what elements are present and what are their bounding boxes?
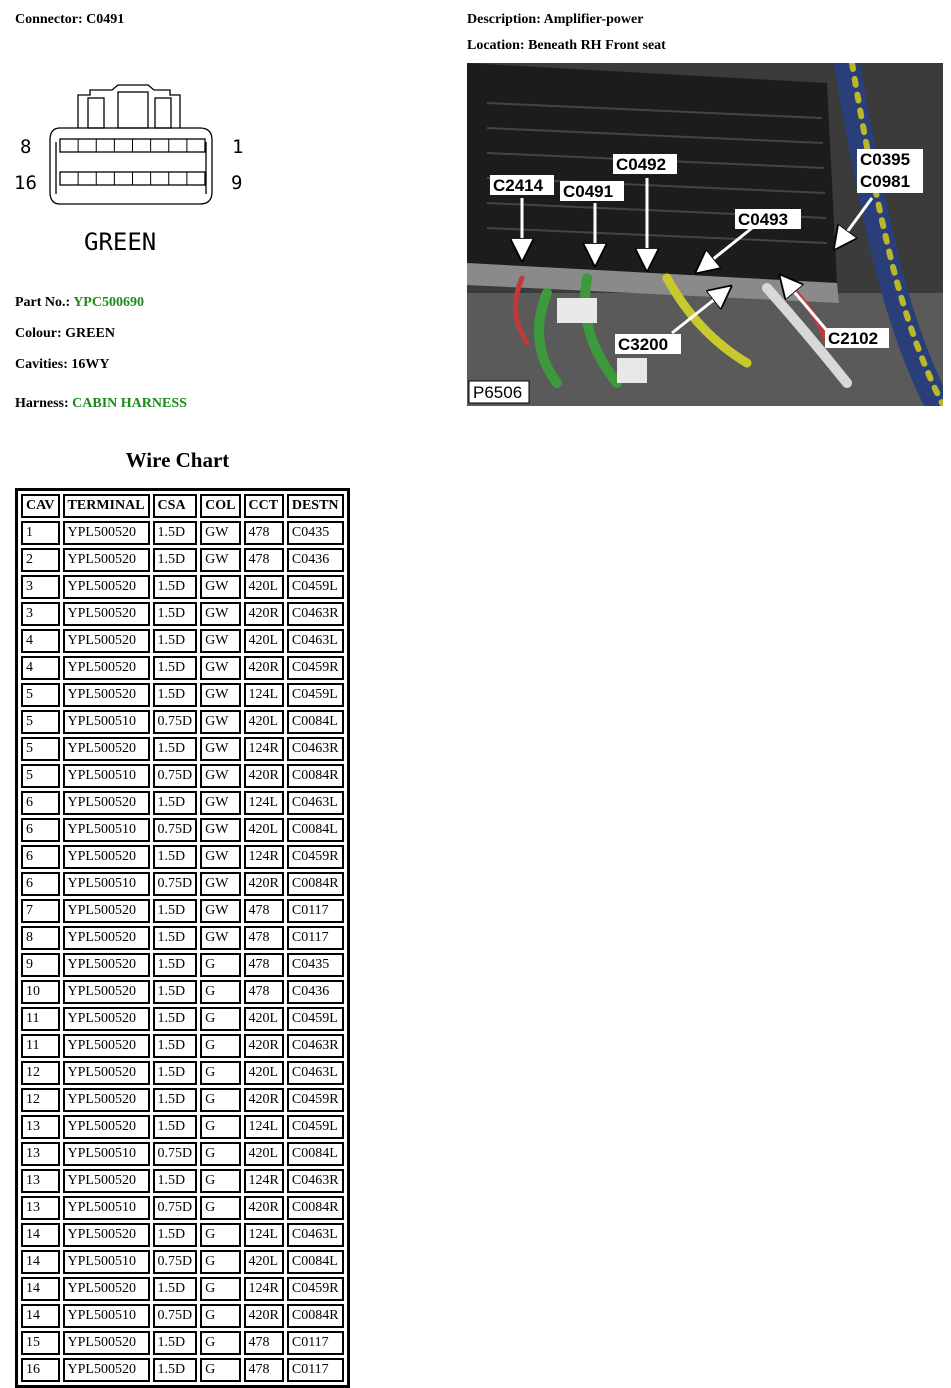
table-cell-csa: 1.5D: [153, 1061, 198, 1085]
table-cell-terminal: YPL500520: [63, 737, 150, 761]
table-cell-csa: 0.75D: [153, 1304, 198, 1328]
table-cell-col: G: [200, 1358, 240, 1382]
table-cell-destn: C0084L: [287, 818, 344, 842]
table-cell-destn: C0084L: [287, 710, 344, 734]
table-cell-cav: 1: [21, 521, 60, 545]
column-header-destn: DESTN: [287, 494, 344, 518]
table-cell-cav: 6: [21, 818, 60, 842]
table-cell-cav: 10: [21, 980, 60, 1004]
table-cell-cav: 6: [21, 872, 60, 896]
table-cell-cav: 11: [21, 1034, 60, 1058]
wire-chart-table: [15, 488, 350, 1388]
table-row: [21, 521, 344, 545]
photo-reference: P6506: [473, 383, 523, 402]
table-cell-csa: 1.5D: [153, 953, 198, 977]
part-line: [15, 295, 144, 311]
callout-c2414: C2414: [493, 176, 544, 195]
table-cell-col: GW: [200, 521, 240, 545]
table-cell-cct: 124L: [244, 791, 284, 815]
colour-line: [15, 326, 115, 342]
table-cell-terminal: YPL500520: [63, 791, 150, 815]
table-cell-cct: 420R: [244, 1088, 284, 1112]
table-row: [21, 899, 344, 923]
table-cell-cct: 124R: [244, 737, 284, 761]
table-cell-cct: 478: [244, 548, 284, 572]
table-row: [21, 872, 344, 896]
table-cell-cav: 5: [21, 710, 60, 734]
table-cell-destn: C0084R: [287, 1304, 344, 1328]
table-cell-csa: 1.5D: [153, 1115, 198, 1139]
table-row: [21, 1115, 344, 1139]
table-cell-cct: 124L: [244, 1115, 284, 1139]
table-cell-terminal: YPL500510: [63, 1196, 150, 1220]
table-cell-cct: 420L: [244, 1250, 284, 1274]
column-header-cct: CCT: [244, 494, 284, 518]
table-cell-destn: C0459R: [287, 1277, 344, 1301]
location-photo: [467, 63, 943, 406]
table-cell-cct: 420R: [244, 1196, 284, 1220]
table-cell-col: GW: [200, 872, 240, 896]
table-cell-terminal: YPL500510: [63, 818, 150, 842]
table-cell-cav: 7: [21, 899, 60, 923]
table-cell-destn: C0084L: [287, 1142, 344, 1166]
table-cell-cct: 124L: [244, 683, 284, 707]
table-cell-csa: 0.75D: [153, 710, 198, 734]
table-cell-destn: C0459L: [287, 1007, 344, 1031]
table-cell-cav: 6: [21, 845, 60, 869]
table-cell-destn: C0084R: [287, 764, 344, 788]
table-cell-destn: C0459L: [287, 575, 344, 599]
cavities-line: [15, 357, 110, 373]
connector-label: Connector:: [15, 12, 83, 27]
table-cell-terminal: YPL500520: [63, 575, 150, 599]
table-cell-col: G: [200, 1007, 240, 1031]
table-cell-col: GW: [200, 791, 240, 815]
table-cell-csa: 1.5D: [153, 1007, 198, 1031]
table-cell-cct: 420R: [244, 764, 284, 788]
table-cell-cct: 478: [244, 521, 284, 545]
table-cell-csa: 0.75D: [153, 872, 198, 896]
table-cell-csa: 1.5D: [153, 575, 198, 599]
table-cell-cct: 420L: [244, 575, 284, 599]
pin-label-9: 9: [231, 172, 243, 194]
table-row: [21, 953, 344, 977]
table-row: [21, 1142, 344, 1166]
table-cell-cav: 5: [21, 737, 60, 761]
table-cell-csa: 1.5D: [153, 899, 198, 923]
table-cell-cav: 13: [21, 1169, 60, 1193]
table-row: [21, 575, 344, 599]
callout-c0491: C0491: [563, 182, 614, 201]
table-cell-cav: 8: [21, 926, 60, 950]
callout-c3200: C3200: [618, 335, 669, 354]
table-cell-cav: 14: [21, 1223, 60, 1247]
table-cell-cct: 478: [244, 1331, 284, 1355]
table-cell-cct: 420L: [244, 818, 284, 842]
table-cell-col: G: [200, 1223, 240, 1247]
table-cell-col: G: [200, 1115, 240, 1139]
table-cell-terminal: YPL500520: [63, 1331, 150, 1355]
table-cell-destn: C0463L: [287, 791, 344, 815]
table-cell-destn: C0084R: [287, 872, 344, 896]
table-cell-destn: C0463R: [287, 1169, 344, 1193]
table-cell-csa: 1.5D: [153, 1223, 198, 1247]
table-cell-destn: C0435: [287, 521, 344, 545]
description-line: [467, 12, 643, 28]
table-cell-terminal: YPL500520: [63, 1007, 150, 1031]
table-cell-col: GW: [200, 710, 240, 734]
table-row: [21, 1034, 344, 1058]
pin-label-16: 16: [14, 172, 37, 194]
table-cell-col: G: [200, 1331, 240, 1355]
table-cell-csa: 1.5D: [153, 791, 198, 815]
callout-c2102: C2102: [828, 329, 879, 348]
table-row: [21, 1250, 344, 1274]
table-cell-cav: 3: [21, 575, 60, 599]
table-cell-col: G: [200, 980, 240, 1004]
table-cell-col: GW: [200, 764, 240, 788]
table-cell-terminal: YPL500520: [63, 656, 150, 680]
table-cell-col: GW: [200, 818, 240, 842]
table-cell-csa: 1.5D: [153, 845, 198, 869]
table-cell-cav: 5: [21, 764, 60, 788]
connector-face-diagram: [0, 80, 260, 265]
table-cell-csa: 1.5D: [153, 629, 198, 653]
location-line: [467, 38, 666, 54]
table-cell-terminal: YPL500520: [63, 1034, 150, 1058]
table-cell-cav: 13: [21, 1196, 60, 1220]
table-cell-col: GW: [200, 845, 240, 869]
table-cell-col: GW: [200, 683, 240, 707]
table-cell-cav: 2: [21, 548, 60, 572]
table-row: [21, 710, 344, 734]
table-cell-destn: C0459L: [287, 1115, 344, 1139]
table-cell-col: GW: [200, 575, 240, 599]
colour-value: GREEN: [65, 326, 115, 341]
table-cell-cav: 11: [21, 1007, 60, 1031]
table-cell-destn: C0436: [287, 548, 344, 572]
location-value: Beneath RH Front seat: [528, 38, 666, 53]
table-cell-csa: 1.5D: [153, 737, 198, 761]
table-cell-csa: 1.5D: [153, 1277, 198, 1301]
table-cell-col: GW: [200, 899, 240, 923]
part-value[interactable]: YPC500690: [73, 295, 144, 310]
table-cell-cct: 124L: [244, 1223, 284, 1247]
pin-label-8: 8: [20, 136, 32, 158]
table-cell-terminal: YPL500520: [63, 1223, 150, 1247]
table-cell-cct: 420L: [244, 1007, 284, 1031]
cavities-label: Cavities:: [15, 357, 68, 372]
table-cell-terminal: YPL500520: [63, 1115, 150, 1139]
table-cell-cct: 478: [244, 926, 284, 950]
table-cell-csa: 0.75D: [153, 1250, 198, 1274]
table-cell-col: GW: [200, 737, 240, 761]
table-cell-col: G: [200, 1277, 240, 1301]
location-label: Location:: [467, 38, 525, 53]
connector-colour-text: GREEN: [84, 228, 157, 256]
table-cell-destn: C0117: [287, 1331, 344, 1355]
column-header-csa: CSA: [153, 494, 198, 518]
table-cell-cav: 12: [21, 1088, 60, 1112]
table-cell-csa: 0.75D: [153, 1196, 198, 1220]
table-cell-csa: 1.5D: [153, 980, 198, 1004]
table-cell-col: G: [200, 1061, 240, 1085]
table-cell-destn: C0117: [287, 1358, 344, 1382]
table-cell-cct: 420R: [244, 602, 284, 626]
table-cell-cct: 124R: [244, 1277, 284, 1301]
table-cell-col: G: [200, 1088, 240, 1112]
table-cell-col: GW: [200, 602, 240, 626]
pin-label-1: 1: [232, 136, 244, 158]
table-cell-csa: 1.5D: [153, 548, 198, 572]
table-cell-cav: 4: [21, 656, 60, 680]
table-cell-destn: C0463R: [287, 602, 344, 626]
table-cell-cav: 3: [21, 602, 60, 626]
table-row: [21, 818, 344, 842]
table-cell-cct: 420R: [244, 656, 284, 680]
table-cell-cct: 478: [244, 1358, 284, 1382]
table-cell-csa: 1.5D: [153, 683, 198, 707]
table-cell-cct: 478: [244, 980, 284, 1004]
callout-c0395: C0395: [860, 150, 911, 169]
table-cell-terminal: YPL500520: [63, 980, 150, 1004]
table-cell-destn: C0463L: [287, 629, 344, 653]
table-cell-terminal: YPL500520: [63, 845, 150, 869]
table-cell-terminal: YPL500510: [63, 1250, 150, 1274]
colour-label: Colour:: [15, 326, 62, 341]
callout-c0492: C0492: [616, 155, 667, 174]
table-cell-terminal: YPL500510: [63, 764, 150, 788]
table-row: [21, 1007, 344, 1031]
table-cell-col: G: [200, 1250, 240, 1274]
table-cell-terminal: YPL500510: [63, 872, 150, 896]
table-cell-csa: 1.5D: [153, 1034, 198, 1058]
harness-label: Harness:: [15, 396, 69, 411]
table-cell-csa: 0.75D: [153, 764, 198, 788]
description-value: Amplifier-power: [543, 12, 644, 27]
table-cell-terminal: YPL500510: [63, 1304, 150, 1328]
table-cell-cav: 5: [21, 683, 60, 707]
table-cell-cct: 420L: [244, 1061, 284, 1085]
table-row: [21, 737, 344, 761]
table-cell-terminal: YPL500520: [63, 1169, 150, 1193]
table-cell-terminal: YPL500510: [63, 1142, 150, 1166]
table-row: [21, 764, 344, 788]
connector-value: C0491: [86, 12, 125, 27]
table-cell-csa: 1.5D: [153, 521, 198, 545]
callout-c0981: C0981: [860, 172, 911, 191]
cavities-value: 16WY: [71, 357, 110, 372]
table-cell-col: GW: [200, 926, 240, 950]
table-row: [21, 548, 344, 572]
table-cell-destn: C0463L: [287, 1061, 344, 1085]
table-cell-destn: C0084L: [287, 1250, 344, 1274]
description-label: Description:: [467, 12, 541, 27]
column-header-cav: CAV: [21, 494, 60, 518]
table-cell-terminal: YPL500520: [63, 1088, 150, 1112]
table-cell-cct: 124R: [244, 845, 284, 869]
table-cell-col: G: [200, 1034, 240, 1058]
table-cell-terminal: YPL500520: [63, 521, 150, 545]
wire-chart-title: Wire Chart: [125, 448, 230, 472]
table-cell-terminal: YPL500510: [63, 710, 150, 734]
table-row: [21, 683, 344, 707]
table-row: [21, 1169, 344, 1193]
table-cell-terminal: YPL500520: [63, 926, 150, 950]
table-cell-cct: 420R: [244, 1034, 284, 1058]
table-row: [21, 1088, 344, 1112]
table-cell-terminal: YPL500520: [63, 953, 150, 977]
table-cell-cav: 15: [21, 1331, 60, 1355]
table-cell-csa: 1.5D: [153, 656, 198, 680]
table-cell-terminal: YPL500520: [63, 602, 150, 626]
callout-c0493: C0493: [738, 210, 789, 229]
table-cell-cav: 14: [21, 1250, 60, 1274]
table-row: [21, 1061, 344, 1085]
table-cell-cct: 420L: [244, 710, 284, 734]
table-cell-cct: 420L: [244, 1142, 284, 1166]
table-cell-cct: 420R: [244, 1304, 284, 1328]
table-cell-col: GW: [200, 548, 240, 572]
table-cell-terminal: YPL500520: [63, 1061, 150, 1085]
table-row: [21, 845, 344, 869]
table-row: [21, 656, 344, 680]
table-cell-col: G: [200, 1304, 240, 1328]
table-row: [21, 1358, 344, 1382]
table-cell-csa: 0.75D: [153, 1142, 198, 1166]
table-cell-csa: 1.5D: [153, 1088, 198, 1112]
table-cell-destn: C0435: [287, 953, 344, 977]
table-row: [21, 1223, 344, 1247]
table-cell-destn: C0459R: [287, 845, 344, 869]
table-cell-cav: 12: [21, 1061, 60, 1085]
table-cell-cav: 13: [21, 1115, 60, 1139]
table-cell-cav: 6: [21, 791, 60, 815]
table-cell-terminal: YPL500520: [63, 629, 150, 653]
table-cell-terminal: YPL500520: [63, 683, 150, 707]
table-cell-col: G: [200, 1142, 240, 1166]
table-cell-csa: 1.5D: [153, 1358, 198, 1382]
table-cell-col: G: [200, 1169, 240, 1193]
table-cell-destn: C0463R: [287, 737, 344, 761]
table-cell-cct: 420L: [244, 629, 284, 653]
table-row: [21, 980, 344, 1004]
table-cell-destn: C0436: [287, 980, 344, 1004]
table-cell-col: GW: [200, 629, 240, 653]
table-cell-csa: 1.5D: [153, 1169, 198, 1193]
table-cell-cct: 478: [244, 953, 284, 977]
table-row: [21, 1277, 344, 1301]
table-cell-cav: 4: [21, 629, 60, 653]
table-cell-cct: 124R: [244, 1169, 284, 1193]
table-row: [21, 926, 344, 950]
table-row: [21, 602, 344, 626]
table-cell-cav: 16: [21, 1358, 60, 1382]
table-cell-cct: 478: [244, 899, 284, 923]
table-cell-terminal: YPL500520: [63, 1277, 150, 1301]
table-cell-cct: 420R: [244, 872, 284, 896]
table-cell-destn: C0459R: [287, 656, 344, 680]
connector-line: [15, 12, 124, 28]
table-row: [21, 629, 344, 653]
table-cell-destn: C0459R: [287, 1088, 344, 1112]
table-cell-cav: 13: [21, 1142, 60, 1166]
table-cell-col: GW: [200, 656, 240, 680]
table-cell-terminal: YPL500520: [63, 548, 150, 572]
table-cell-destn: C0117: [287, 926, 344, 950]
part-label: Part No.:: [15, 295, 71, 310]
table-cell-terminal: YPL500520: [63, 899, 150, 923]
table-cell-destn: C0463R: [287, 1034, 344, 1058]
table-row: [21, 1196, 344, 1220]
table-cell-destn: C0463L: [287, 1223, 344, 1247]
table-cell-csa: 1.5D: [153, 926, 198, 950]
table-cell-col: G: [200, 1196, 240, 1220]
harness-value[interactable]: CABIN HARNESS: [72, 396, 187, 411]
table-cell-destn: C0459L: [287, 683, 344, 707]
table-cell-cav: 9: [21, 953, 60, 977]
table-cell-destn: C0084R: [287, 1196, 344, 1220]
table-cell-col: G: [200, 953, 240, 977]
table-row: [21, 791, 344, 815]
column-header-col: COL: [200, 494, 240, 518]
harness-line: [15, 396, 187, 412]
table-cell-destn: C0117: [287, 899, 344, 923]
table-cell-csa: 1.5D: [153, 1331, 198, 1355]
table-cell-csa: 0.75D: [153, 818, 198, 842]
column-header-terminal: TERMINAL: [63, 494, 150, 518]
table-row: [21, 1304, 344, 1328]
table-cell-cav: 14: [21, 1277, 60, 1301]
table-cell-terminal: YPL500520: [63, 1358, 150, 1382]
wire-chart-header-row: [21, 494, 344, 518]
wire-chart-body: [21, 521, 344, 1382]
table-cell-csa: 1.5D: [153, 602, 198, 626]
table-cell-cav: 14: [21, 1304, 60, 1328]
